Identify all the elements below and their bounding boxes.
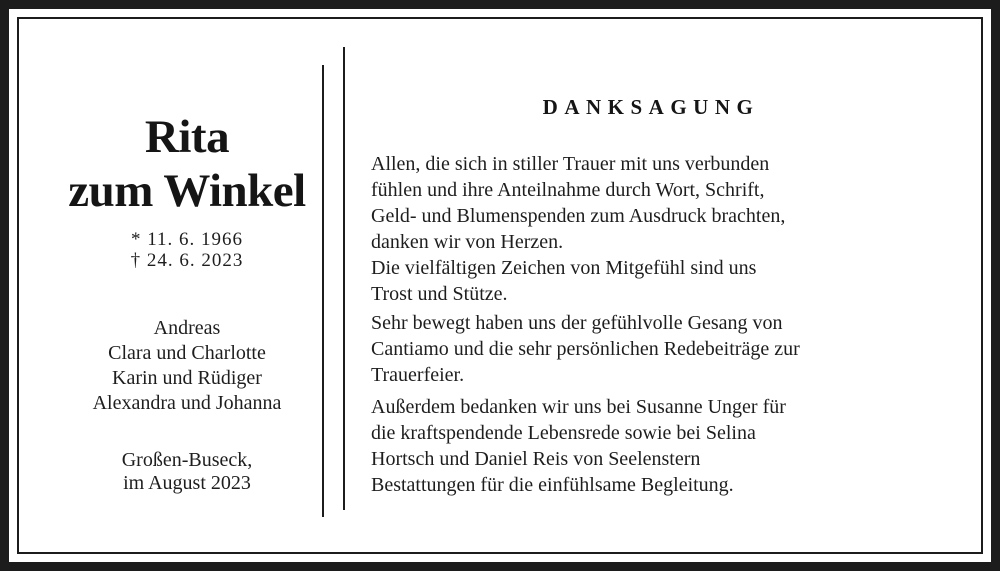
text-line: die kraftspendende Lebensrede sowie bei Selina: [371, 422, 756, 444]
right-column: [371, 19, 951, 552]
family-member: Karin und Rüdiger: [112, 367, 262, 389]
place-and-date: [37, 449, 337, 495]
inner-frame: [17, 17, 983, 554]
divider-line-left: [322, 65, 324, 517]
text-line: Geld- und Blumenspenden zum Ausdruck brachten,: [371, 205, 786, 227]
text-line: Bestattungen für die einfühlsame Begleitung.: [371, 474, 734, 496]
date: im August 2023: [123, 472, 251, 494]
text-line: Hortsch und Daniel Reis von Seelenstern: [371, 448, 701, 470]
family-member: Clara und Charlotte: [108, 342, 266, 364]
birth-date: * 11. 6. 1966: [130, 229, 244, 250]
text-line: Trost und Stütze.: [371, 283, 508, 305]
family-member: Andreas: [153, 317, 221, 339]
thanks-paragraph-2: [371, 310, 951, 388]
place: Großen-Buseck,: [121, 449, 253, 471]
text-line: Die vielfältigen Zeichen von Mitgefühl sind uns: [371, 257, 757, 279]
name-last: zum Winkel: [68, 165, 306, 217]
deceased-name: [37, 110, 337, 218]
thanks-paragraph-1: [371, 151, 951, 307]
text-line: danken wir von Herzen.: [371, 231, 564, 253]
death-date: † 24. 6. 2023: [130, 250, 244, 271]
life-dates: [37, 229, 337, 271]
family-member: Alexandra und Johanna: [92, 392, 282, 414]
name-first: Rita: [144, 111, 230, 163]
text-line: Sehr bewegt haben uns der gefühlvolle Gesang von: [371, 312, 783, 334]
notice-heading: DANKSAGUNG: [542, 95, 760, 119]
text-line: Cantiamo und die sehr persönlichen Redebeiträge zur: [371, 338, 800, 360]
left-column: [37, 19, 337, 552]
text-line: Trauerfeier.: [371, 364, 465, 386]
divider-line-right: [343, 47, 345, 510]
text-line: Außerdem bedanken wir uns bei Susanne Unger für: [371, 396, 786, 418]
text-line: Allen, die sich in stiller Trauer mit uns verbunden: [371, 153, 770, 175]
family-list: [37, 316, 337, 416]
text-line: fühlen und ihre Anteilnahme durch Wort, Schrift,: [371, 179, 765, 201]
thanks-paragraph-3: [371, 394, 951, 498]
